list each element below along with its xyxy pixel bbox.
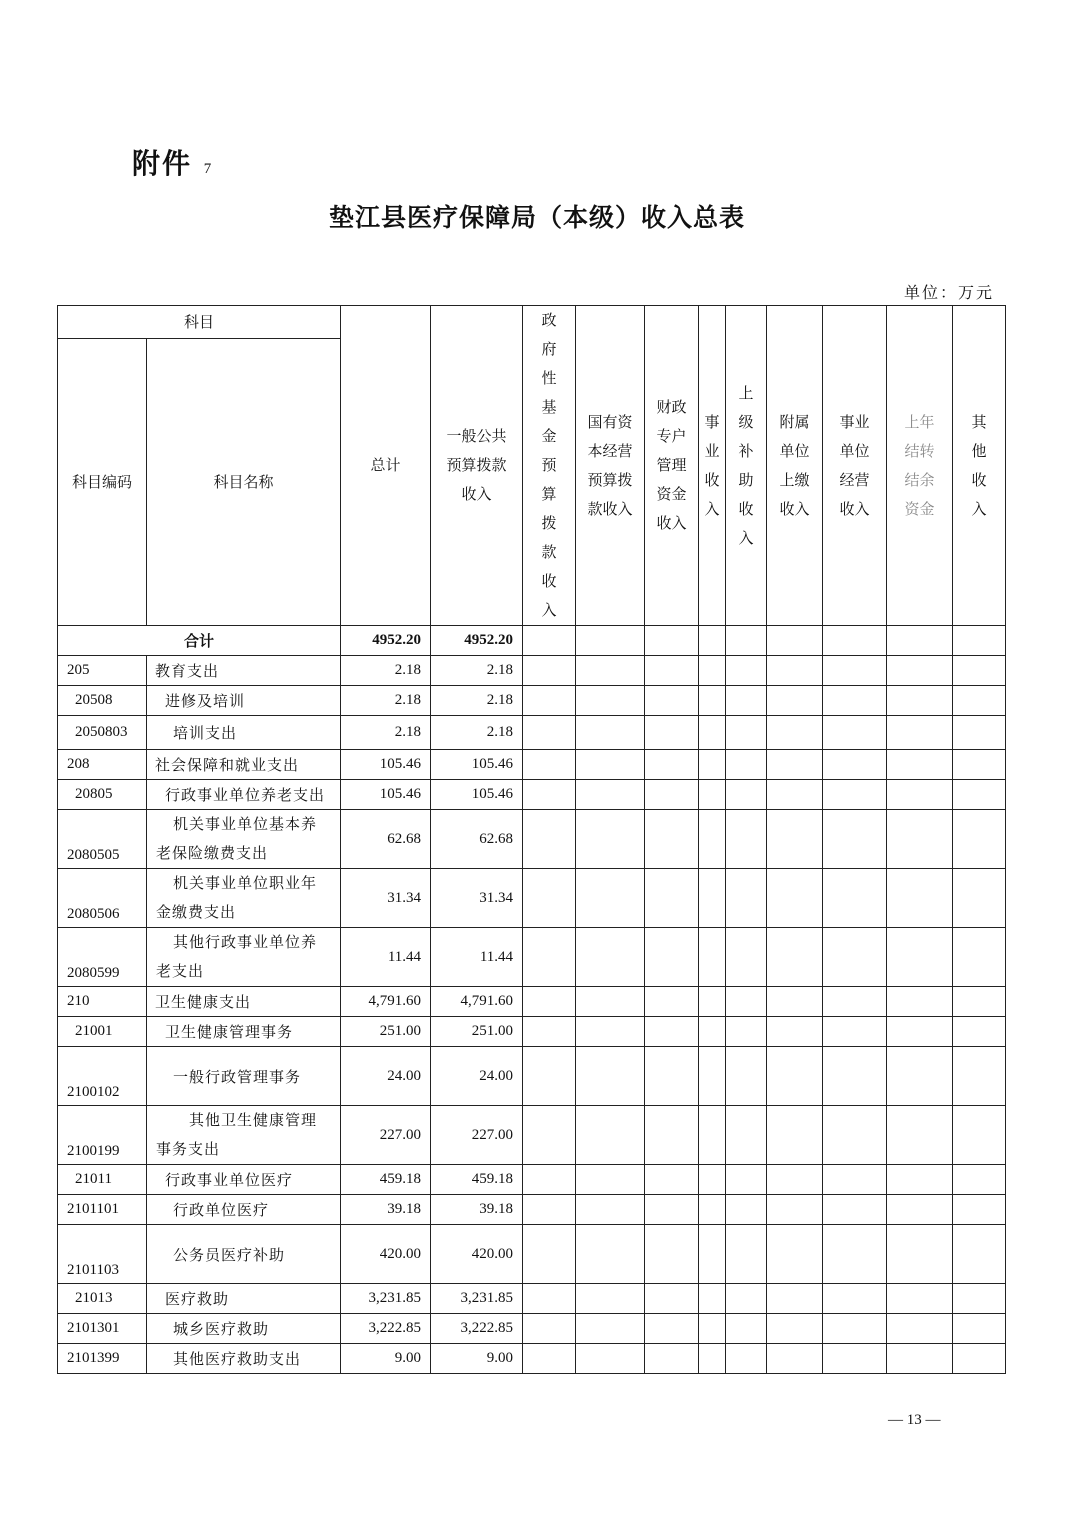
row-name-line2: 老保险缴费支出 [156,844,269,862]
row-name-line1: 其他卫生健康管理 [189,1111,318,1129]
row-code: 2101103 [58,1225,147,1284]
attachment-number: 7 [203,161,214,177]
row-general: 227.00 [431,1106,523,1165]
table-row [58,750,1006,780]
total-label: 合计 [58,626,341,656]
table-row [58,1344,1006,1374]
table-row [58,780,1006,810]
row-total: 420.00 [341,1225,431,1284]
row-name [147,810,341,869]
row-general: 39.18 [431,1195,523,1225]
row-total: 2.18 [341,716,431,750]
row-name: 行政事业单位养老支出 [147,780,341,810]
row-total: 3,231.85 [341,1284,431,1314]
row-name: 卫生健康支出 [147,987,341,1017]
row-code: 21001 [58,1017,147,1047]
header-special-account-text: 财政专户管理资金收入 [656,398,687,532]
row-general: 4,791.60 [431,987,523,1017]
row-total: 31.34 [341,869,431,928]
row-general: 105.46 [431,750,523,780]
table-row [58,1195,1006,1225]
header-superior-subsidy-text: 上级补助收入 [738,383,754,547]
row-code: 205 [58,656,147,686]
row-code: 2101301 [58,1314,147,1344]
total-general: 4952.20 [431,626,523,656]
row-general: 24.00 [431,1047,523,1106]
row-general: 459.18 [431,1165,523,1195]
header-total: 总计 [341,306,431,626]
row-name-line1: 其他行政事业单位养 [173,933,318,951]
page-title: 垫江县医疗保障局（本级）收入总表 [328,203,745,232]
header-operating-income-text: 事业单位经营收入 [839,412,870,518]
row-name: 城乡医疗救助 [147,1314,341,1344]
table-row [58,1017,1006,1047]
header-affiliate-payment [767,306,823,626]
row-name [147,1106,341,1165]
row-general: 31.34 [431,869,523,928]
header-general-budget [431,306,523,626]
row-total: 39.18 [341,1195,431,1225]
table-row [58,928,1006,987]
row-general: 2.18 [431,686,523,716]
income-summary-table [57,305,1006,1374]
header-carryover [887,306,953,626]
row-code: 2101399 [58,1344,147,1374]
attachment-text: 附件 [132,147,193,180]
row-name-line2: 金缴费支出 [156,903,237,921]
row-code: 2050803 [58,716,147,750]
header-business-income-text: 事业收入 [704,412,720,518]
row-name: 其他医疗救助支出 [147,1344,341,1374]
row-total: 3,222.85 [341,1314,431,1344]
row-code: 2080599 [58,928,147,987]
header-code: 科目编码 [58,339,147,626]
row-code: 208 [58,750,147,780]
row-code: 21013 [58,1284,147,1314]
row-name [147,928,341,987]
unit-label: 单位：万元 [903,283,994,302]
row-general: 9.00 [431,1344,523,1374]
row-name: 一般行政管理事务 [147,1047,341,1106]
row-total: 227.00 [341,1106,431,1165]
row-code: 2101101 [58,1195,147,1225]
row-total: 62.68 [341,810,431,869]
row-name: 教育支出 [147,656,341,686]
table-row [58,1047,1006,1106]
row-name: 医疗救助 [147,1284,341,1314]
row-general: 2.18 [431,716,523,750]
row-general: 3,222.85 [431,1314,523,1344]
header-name: 科目名称 [147,339,341,626]
row-total: 459.18 [341,1165,431,1195]
table-row [58,810,1006,869]
row-name: 行政单位医疗 [147,1195,341,1225]
row-total: 4,791.60 [341,987,431,1017]
header-general-budget-text: 一般公共预算拨款收入 [446,427,507,503]
header-business-income [699,306,726,626]
header-state-capital [576,306,645,626]
row-code: 210 [58,987,147,1017]
row-code: 21011 [58,1165,147,1195]
header-subject: 科目 [58,306,341,339]
row-general: 105.46 [431,780,523,810]
row-total: 9.00 [341,1344,431,1374]
total-amount: 4952.20 [341,626,431,656]
row-general: 420.00 [431,1225,523,1284]
header-affiliate-payment-text: 附属单位上缴收入 [779,412,810,518]
table-row [58,1314,1006,1344]
row-total: 105.46 [341,780,431,810]
header-fund-budget-text: 政府性基金预算拨款收入 [541,311,557,619]
table-row [58,716,1006,750]
table-row [58,1284,1006,1314]
header-superior-subsidy [726,306,767,626]
row-code: 20805 [58,780,147,810]
row-general: 11.44 [431,928,523,987]
row-name-line2: 事务支出 [156,1140,221,1158]
row-name-line1: 机关事业单位职业年 [173,874,318,892]
row-name: 行政事业单位医疗 [147,1165,341,1195]
table-row [58,1165,1006,1195]
row-total: 251.00 [341,1017,431,1047]
table-row [58,656,1006,686]
table-row [58,1225,1006,1284]
header-special-account [645,306,699,626]
row-total: 105.46 [341,750,431,780]
row-total: 2.18 [341,656,431,686]
row-name-line2: 老支出 [156,962,205,980]
row-name: 公务员医疗补助 [147,1225,341,1284]
table-row [58,686,1006,716]
header-operating-income [823,306,887,626]
row-code: 2100199 [58,1106,147,1165]
row-general: 62.68 [431,810,523,869]
row-name: 社会保障和就业支出 [147,750,341,780]
row-general: 251.00 [431,1017,523,1047]
table-row [58,987,1006,1017]
row-name: 培训支出 [147,716,341,750]
row-code: 2100102 [58,1047,147,1106]
header-fund-budget [523,306,576,626]
page-number: — 13 — [888,1412,941,1428]
row-name: 进修及培训 [147,686,341,716]
row-name [147,869,341,928]
total-row [58,626,1006,656]
row-total: 2.18 [341,686,431,716]
row-code: 2080505 [58,810,147,869]
header-other-income [953,306,1006,626]
row-total: 11.44 [341,928,431,987]
table-row [58,1106,1006,1165]
row-name: 卫生健康管理事务 [147,1017,341,1047]
header-state-capital-text: 国有资本经营预算拨款收入 [587,412,633,518]
header-other-income-text: 其他收入 [971,412,987,518]
row-general: 2.18 [431,656,523,686]
row-total: 24.00 [341,1047,431,1106]
row-code: 2080506 [58,869,147,928]
row-general: 3,231.85 [431,1284,523,1314]
row-code: 20508 [58,686,147,716]
table-row [58,869,1006,928]
attachment-label [132,142,222,182]
row-name-line1: 机关事业单位基本养 [173,815,318,833]
header-carryover-text: 上年结转结余资金 [904,412,935,518]
